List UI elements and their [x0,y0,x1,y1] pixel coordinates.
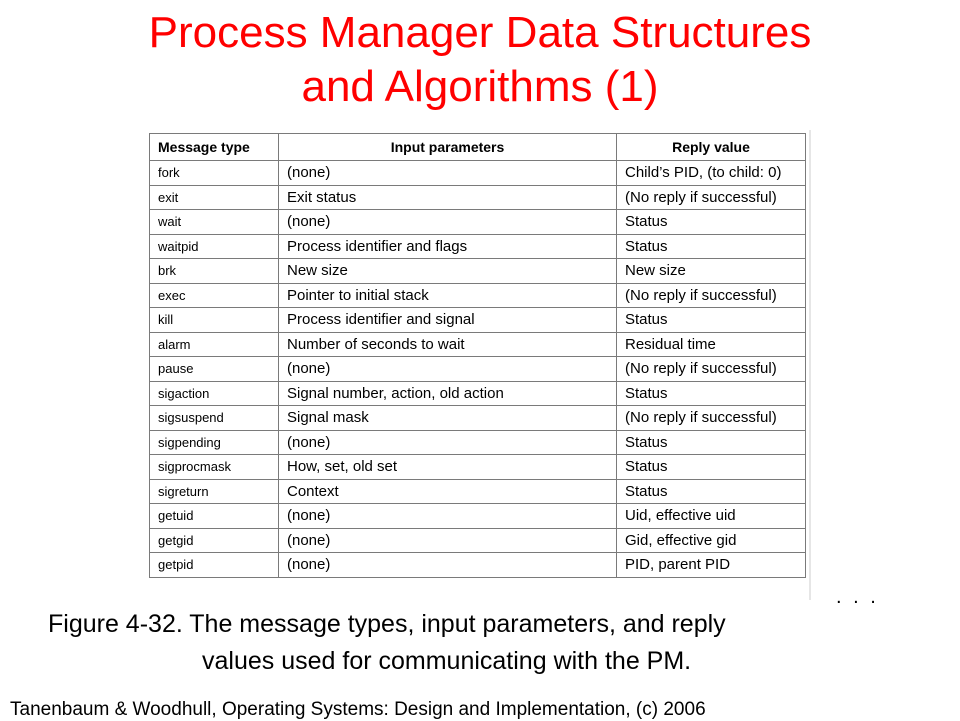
reply-value-cell: (No reply if successful) [617,283,806,308]
input-parameters-cell: Pointer to initial stack [279,283,617,308]
message-type-cell: alarm [150,332,279,357]
message-type-cell: brk [150,259,279,284]
continuation-ellipsis: . . . [836,586,879,608]
table-row [150,430,806,455]
reply-value-cell: Gid, effective gid [617,528,806,553]
table-row [150,259,806,284]
message-type-cell: sigreturn [150,479,279,504]
reply-value-cell: Child’s PID, (to child: 0) [617,161,806,186]
table-row [150,210,806,235]
table-row [150,455,806,480]
reply-value-cell: Status [617,210,806,235]
caption-line-1: Figure 4-32. The message types, input parameters, and reply [48,610,726,638]
reply-value-cell: PID, parent PID [617,553,806,578]
reply-value-cell: Status [617,381,806,406]
reply-value-cell: (No reply if successful) [617,406,806,431]
table-row [150,381,806,406]
message-type-cell: getgid [150,528,279,553]
input-parameters-cell: (none) [279,528,617,553]
message-type-cell: waitpid [150,234,279,259]
input-parameters-cell: (none) [279,553,617,578]
message-type-cell: fork [150,161,279,186]
message-table [149,133,806,578]
input-parameters-cell: Process identifier and flags [279,234,617,259]
input-parameters-cell: Number of seconds to wait [279,332,617,357]
table-row [150,234,806,259]
message-type-cell: sigpending [150,430,279,455]
reply-value-cell: Uid, effective uid [617,504,806,529]
message-type-cell: getpid [150,553,279,578]
input-parameters-cell: Exit status [279,185,617,210]
citation-footer: Tanenbaum & Woodhull, Operating Systems: Design and Implementation, (c) 2006 [10,699,706,720]
table-row [150,283,806,308]
message-table-figure [146,130,811,600]
reply-value-cell: Residual time [617,332,806,357]
input-parameters-cell: (none) [279,430,617,455]
input-parameters-cell: (none) [279,357,617,382]
reply-value-cell: (No reply if successful) [617,185,806,210]
header-message-type: Message type [150,134,279,161]
table-header-row [150,134,806,161]
table-row [150,504,806,529]
slide-title [0,6,960,114]
reply-value-cell: Status [617,234,806,259]
table-row [150,185,806,210]
input-parameters-cell: How, set, old set [279,455,617,480]
message-type-cell: sigprocmask [150,455,279,480]
header-input-parameters: Input parameters [279,134,617,161]
title-line-2: and Algorithms (1) [301,62,659,111]
message-type-cell: pause [150,357,279,382]
table-row [150,161,806,186]
caption-line-2: values used for communicating with the PM. [202,647,692,675]
table-row [150,406,806,431]
table-row [150,553,806,578]
reply-value-cell: (No reply if successful) [617,357,806,382]
reply-value-cell: Status [617,308,806,333]
message-type-cell: wait [150,210,279,235]
table-row [150,332,806,357]
header-reply-value: Reply value [617,134,806,161]
table-row [150,308,806,333]
input-parameters-cell: (none) [279,504,617,529]
input-parameters-cell: Signal number, action, old action [279,381,617,406]
reply-value-cell: Status [617,455,806,480]
message-type-cell: exit [150,185,279,210]
input-parameters-cell: Context [279,479,617,504]
message-type-cell: exec [150,283,279,308]
table-row [150,528,806,553]
input-parameters-cell: (none) [279,161,617,186]
reply-value-cell: Status [617,479,806,504]
message-type-cell: kill [150,308,279,333]
table-row [150,479,806,504]
title-line-1: Process Manager Data Structures [148,8,812,57]
table-row [150,357,806,382]
reply-value-cell: New size [617,259,806,284]
input-parameters-cell: (none) [279,210,617,235]
message-type-cell: getuid [150,504,279,529]
message-type-cell: sigaction [150,381,279,406]
input-parameters-cell: Signal mask [279,406,617,431]
input-parameters-cell: New size [279,259,617,284]
message-type-cell: sigsuspend [150,406,279,431]
input-parameters-cell: Process identifier and signal [279,308,617,333]
reply-value-cell: Status [617,430,806,455]
